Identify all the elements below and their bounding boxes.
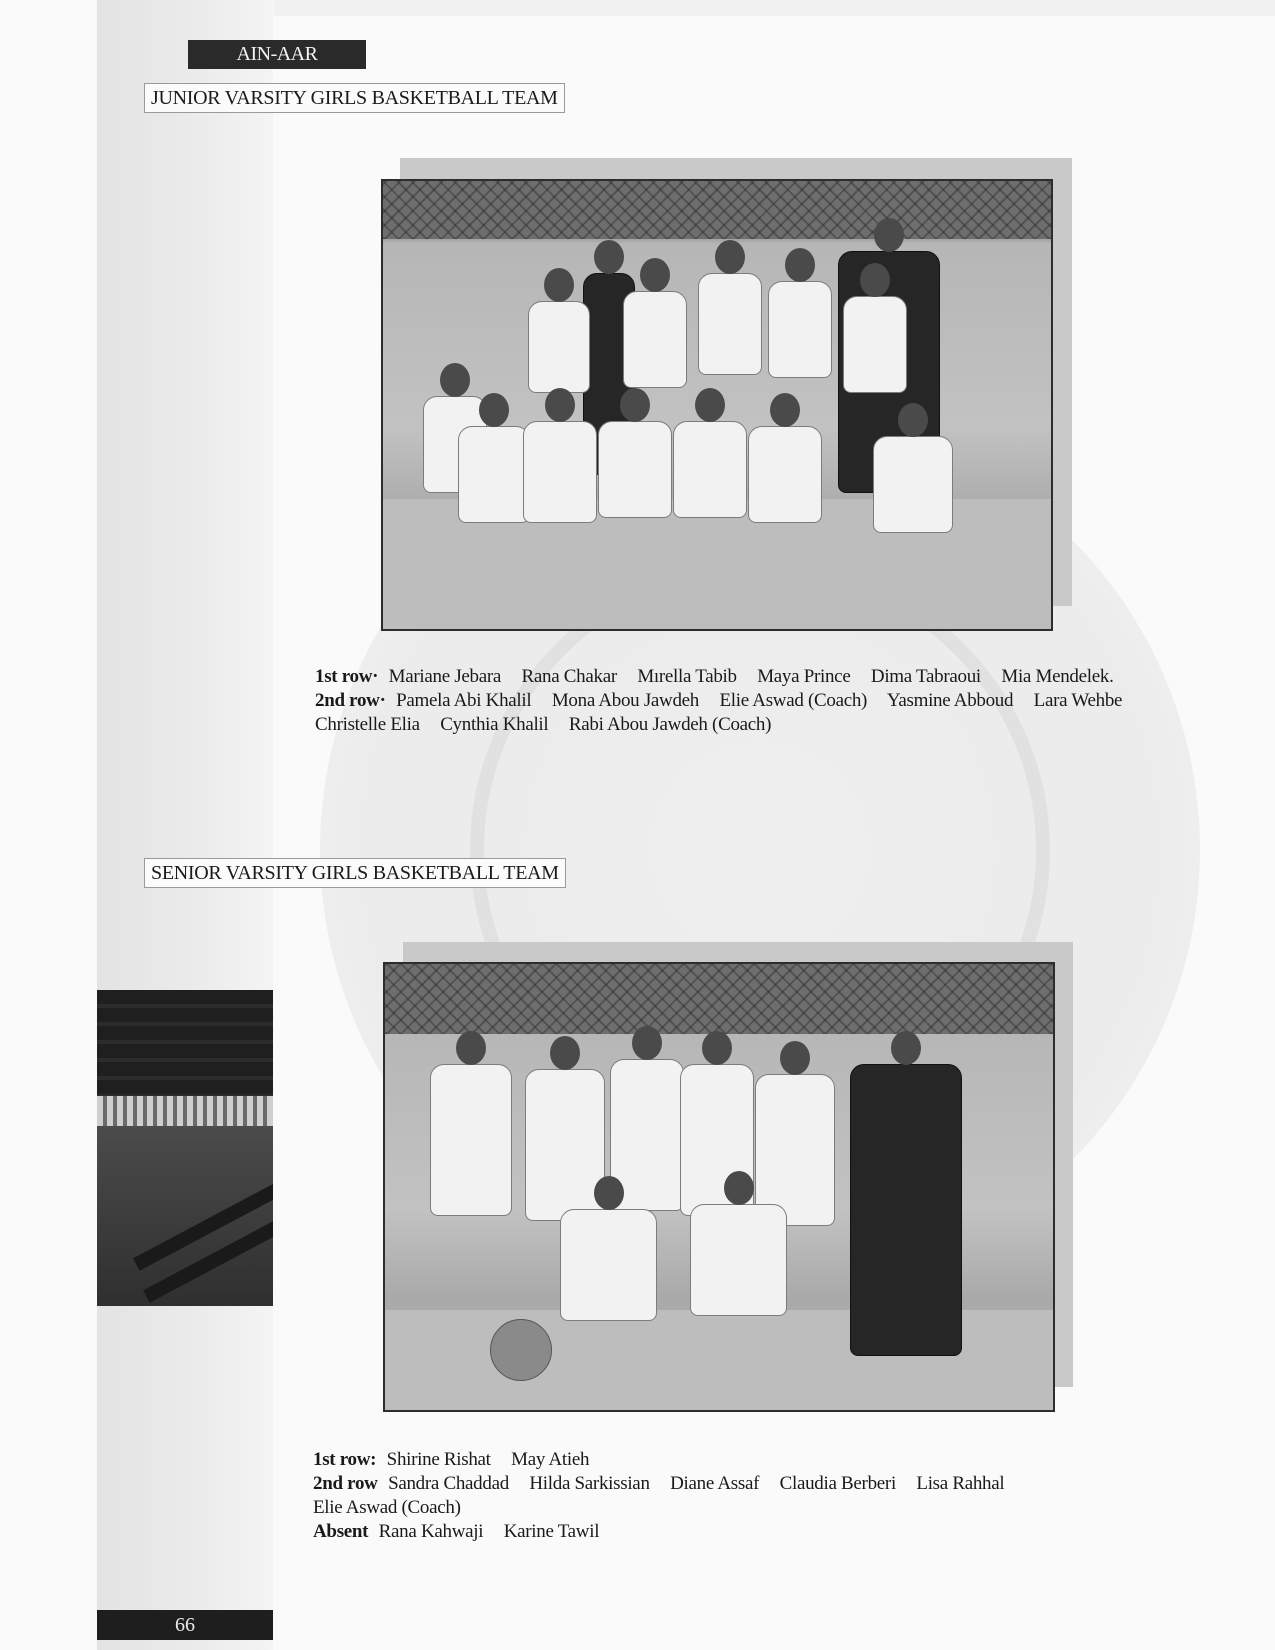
photo-fence <box>385 964 1053 1034</box>
player-name: Cynthia Khalil <box>440 714 549 735</box>
player-name: Diane Assaf <box>670 1473 760 1494</box>
player-name: Mırella Tabib <box>637 666 737 687</box>
caption-row-2 <box>315 689 1138 713</box>
player-figure <box>525 1069 605 1221</box>
senior-caption <box>313 1448 1020 1544</box>
head <box>785 248 815 282</box>
player-name: Elie Aswad (Coach) <box>719 690 868 711</box>
head <box>545 388 575 422</box>
head <box>695 388 725 422</box>
head <box>632 1026 662 1060</box>
top-strip <box>274 0 1275 16</box>
caption-row-1 <box>313 1448 1020 1472</box>
head <box>594 240 624 274</box>
caption-absent <box>313 1520 1020 1544</box>
player-figure <box>523 421 597 523</box>
head <box>479 393 509 427</box>
head <box>456 1031 486 1065</box>
player-name: Hilda Sarkissian <box>529 1473 650 1494</box>
caption-row-3 <box>313 1496 1020 1520</box>
junior-team-photo <box>381 179 1053 631</box>
player-figure <box>690 1204 787 1316</box>
head <box>724 1171 754 1205</box>
row-label: 2nd row <box>313 1473 378 1494</box>
side-stadium-photo <box>97 990 273 1306</box>
player-figure <box>673 421 747 518</box>
stadium-building <box>97 990 273 1100</box>
caption-row-2 <box>313 1472 1020 1496</box>
row-label: 1st row· <box>315 666 379 687</box>
player-name: Mona Abou Jawdeh <box>551 690 700 711</box>
section-header-tab: AIN-AAR <box>188 40 366 69</box>
head <box>898 403 928 437</box>
player-figure <box>843 296 907 393</box>
junior-caption <box>315 665 1138 737</box>
player-name: Mariane Jebara <box>388 666 502 687</box>
player-name: Pamela Abi Khalil <box>396 690 532 711</box>
player-figure <box>698 273 762 375</box>
stadium-crowd <box>97 1096 273 1126</box>
player-figure <box>598 421 672 518</box>
player-name: Lara Wehbe <box>1033 690 1123 711</box>
caption-row-1 <box>315 665 1138 689</box>
page-number: 66 <box>97 1610 273 1640</box>
player-figure <box>430 1064 512 1216</box>
player-figure <box>560 1209 657 1321</box>
head <box>860 263 890 297</box>
player-name: Claudia Berberi <box>779 1473 896 1494</box>
player-figure <box>768 281 832 378</box>
player-name: Maya Prince <box>757 666 851 687</box>
player-name: Rana Kahwaji <box>378 1521 484 1542</box>
head <box>715 240 745 274</box>
player-figure <box>748 426 822 523</box>
head <box>550 1036 580 1070</box>
row-label: Absent <box>313 1521 369 1542</box>
head <box>874 218 904 252</box>
player-figure <box>873 436 953 533</box>
head <box>544 268 574 302</box>
head <box>770 393 800 427</box>
row-label: 2nd row· <box>315 690 386 711</box>
head <box>891 1031 921 1065</box>
coach-figure <box>850 1064 962 1356</box>
senior-team-photo <box>383 962 1055 1412</box>
player-name: Karine Tawil <box>503 1521 600 1542</box>
left-gray-band <box>97 0 273 1650</box>
player-name: Yasmine Abboud <box>886 690 1014 711</box>
caption-row-3 <box>315 713 1138 737</box>
head <box>620 388 650 422</box>
head <box>640 258 670 292</box>
player-figure <box>623 291 687 388</box>
player-figure <box>528 301 590 393</box>
player-name: Dima Tabraoui <box>870 666 981 687</box>
basketball <box>490 1319 552 1381</box>
head <box>780 1041 810 1075</box>
row-label: 1st row: <box>313 1449 377 1470</box>
player-name: May Atieh <box>511 1449 590 1470</box>
player-name: Rana Chakar <box>521 666 617 687</box>
player-name: Christelle Elia <box>315 714 420 735</box>
senior-team-title: SENIOR VARSITY GIRLS BASKETBALL TEAM <box>144 858 566 888</box>
player-name: Mia Mendelek. <box>1001 666 1114 687</box>
player-name: Rabi Abou Jawdeh (Coach) <box>568 714 772 735</box>
junior-team-title: JUNIOR VARSITY GIRLS BASKETBALL TEAM <box>144 83 565 113</box>
player-name: Shirine Rishat <box>386 1449 491 1470</box>
head <box>440 363 470 397</box>
player-figure <box>458 426 530 523</box>
player-name: Sandra Chaddad <box>388 1473 509 1494</box>
player-name: Lisa Rahhal <box>916 1473 1005 1494</box>
head <box>594 1176 624 1210</box>
head <box>702 1031 732 1065</box>
photo-fence <box>383 181 1051 239</box>
player-name: Elie Aswad (Coach) <box>313 1497 461 1518</box>
